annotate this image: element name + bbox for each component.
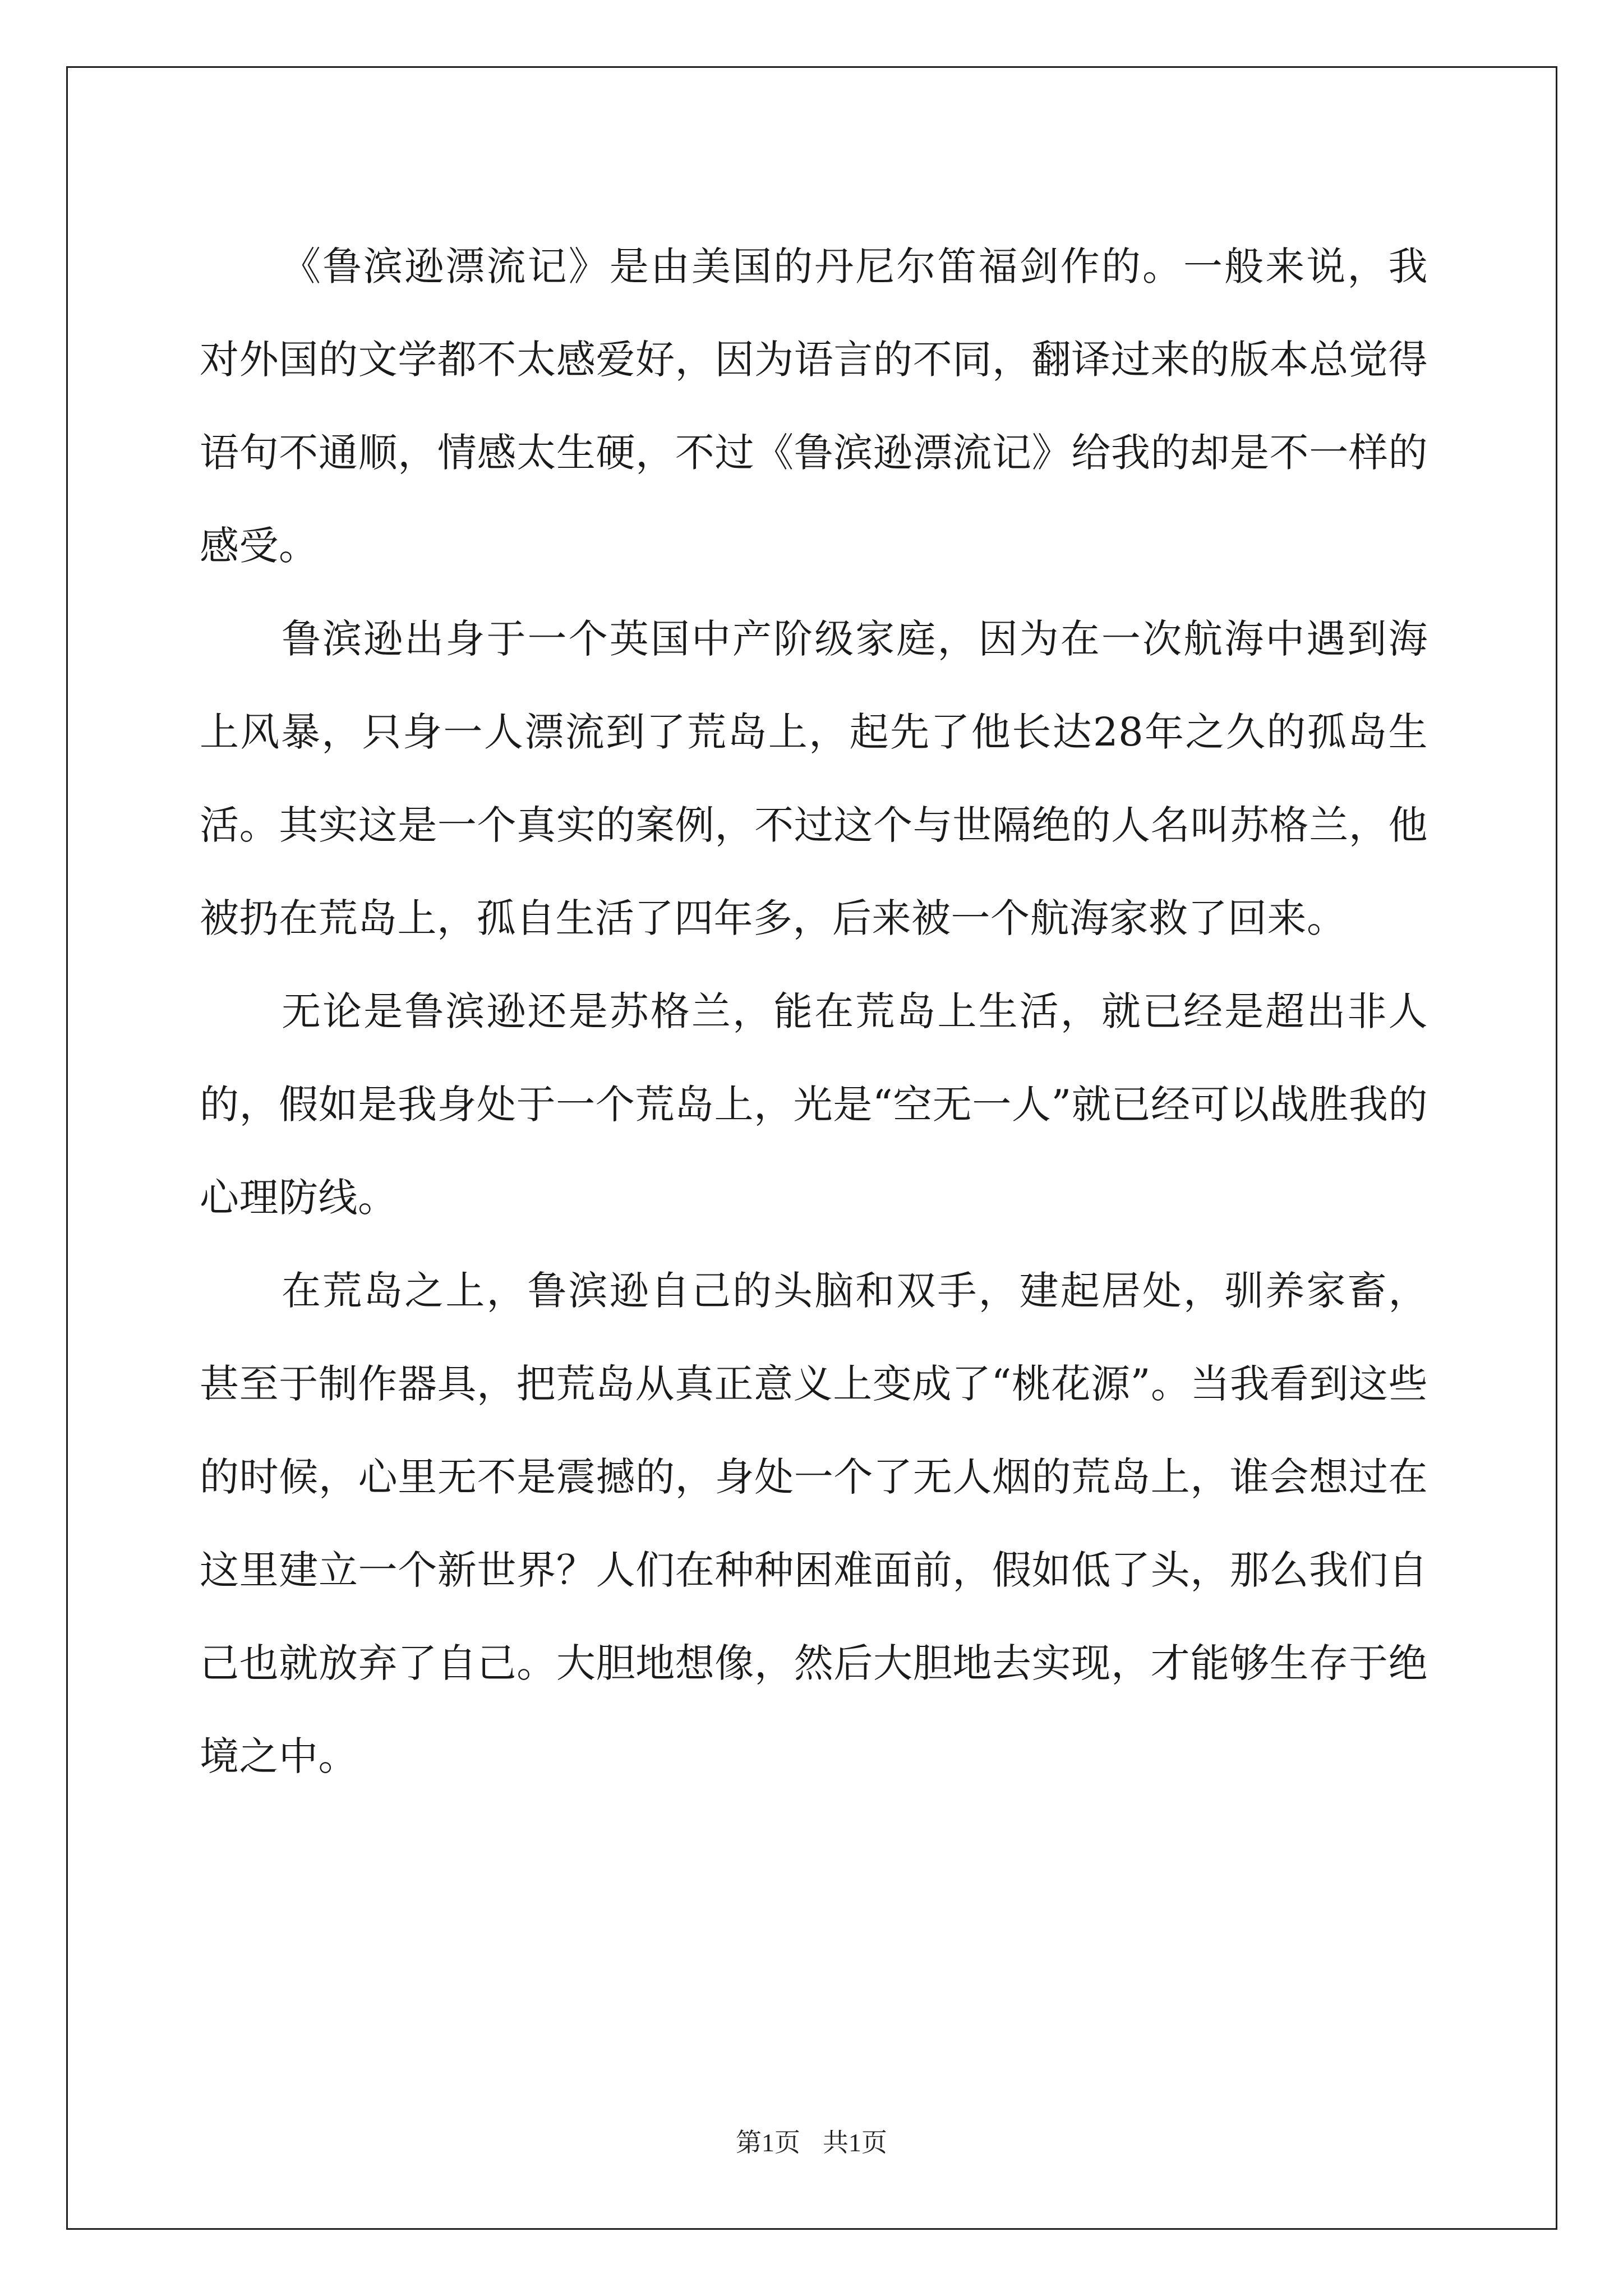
paragraph-1: 《鲁滨逊漂流记》是由美国的丹尼尔笛福剑作的。一般来说，我对外国的文学都不太感爱好，因为语言的不同，翻译过来的版本总觉得语句不通顺，情感太生硬，不过《鲁滨逊漂流记》给我的却是不一样的感受。 [200,243,1428,569]
page-number-current: 第1页 [736,2128,800,2157]
paragraph-3: 无论是鲁滨逊还是苏格兰，能在荒岛上生活，就已经是超出非人的，假如是我身处于一个荒岛上，光是“空无一人”就已经可以战胜我的心理防线。 [200,988,1428,1221]
paragraph-2: 鲁滨逊出身于一个英国中产阶级家庭，因为在一次航海中遇到海上风暴，只身一人漂流到了荒岛上，起先了他长达28年之久的孤岛生活。其实这是一个真实的案例，不过这个与世隔绝的人名叫苏格兰，他被扔在荒岛上，孤自生活了四年多，后来被一个航海家救了回来。 [200,616,1428,941]
page-footer [0,2126,1623,2160]
page-number-total: 共1页 [823,2128,887,2157]
paragraph-4: 在荒岛之上，鲁滨逊自己的头脑和双手，建起居处，驯养家畜，甚至于制作器具，把荒岛从真正意义上变成了“桃花源”。当我看到这些的时候，心里无不是震撼的，身处一个了无人烟的荒岛上，谁会想过在这里建立一个新世界？人们在种种困难面前，假如低了头，那么我们自己也就放弃了自己。大胆地想像，然后大胆地去实现，才能够生存于绝境之中。 [200,1268,1428,1779]
document-body [200,220,1428,1803]
